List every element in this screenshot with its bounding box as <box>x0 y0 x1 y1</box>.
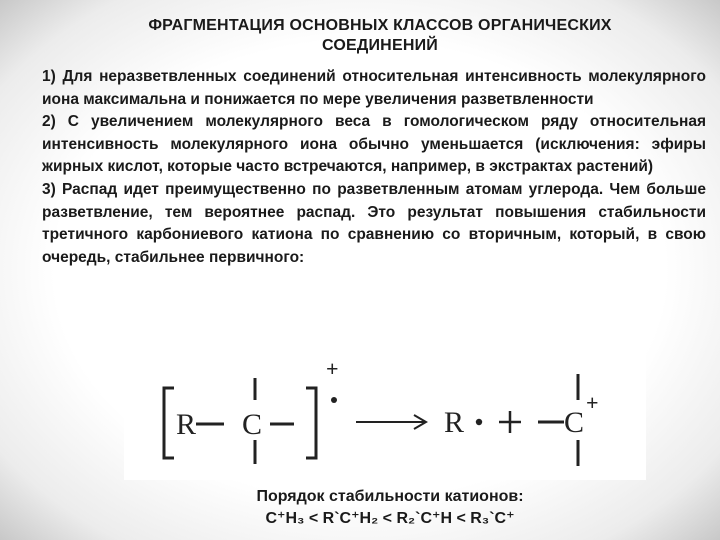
left-bracket <box>164 388 174 458</box>
cation-charge: + <box>586 390 599 415</box>
reactant-r-label: R <box>176 408 197 441</box>
radical-dot-right <box>476 419 482 425</box>
radical-dot-left <box>331 397 337 403</box>
fragmentation-equation <box>124 354 646 480</box>
paragraph-1: 1) Для неразветвленных соединений относительная интенсивность молекулярного иона максимальна и понижается по мере увеличения разветвленности <box>42 68 706 108</box>
equation-svg <box>124 354 646 480</box>
reactant-c-label: C <box>242 408 263 441</box>
paragraph-2: 2) С увеличением молекулярного веса в гомологическом ряду относительная интенсивность молекулярного иона обычно уменьшается (исключения: эфиры жирных кислот, которые часто встречаются, например, в экстрактах растений) <box>42 113 706 176</box>
right-bracket <box>306 388 316 458</box>
stability-order <box>160 486 620 530</box>
radical-cation-charge: + <box>326 356 339 381</box>
product-r-label: R <box>444 406 465 439</box>
stability-caption: Порядок стабильности катионов: <box>256 488 524 505</box>
stability-formula: C⁺H₃ < R`C⁺H₂ < R₂`C⁺H < R₃`C⁺ <box>265 510 515 527</box>
title-line-1: ФРАГМЕНТАЦИЯ ОСНОВНЫХ КЛАССОВ ОРГАНИЧЕСКИХ <box>148 17 612 34</box>
slide-title <box>80 16 680 56</box>
product-c-label: C <box>564 406 585 439</box>
paragraph-3: 3) Распад идет преимущественно по разветвленным атомам углерода. Чем больше разветвление, тем вероятнее распад. Это результат повышения стабильности третичного карбониевого катиона по сравнению со вторичным, который, в свою очередь, стабильнее первичного: <box>42 180 706 266</box>
title-line-2: СОЕДИНЕНИЙ <box>322 37 438 54</box>
body-text <box>42 66 706 269</box>
